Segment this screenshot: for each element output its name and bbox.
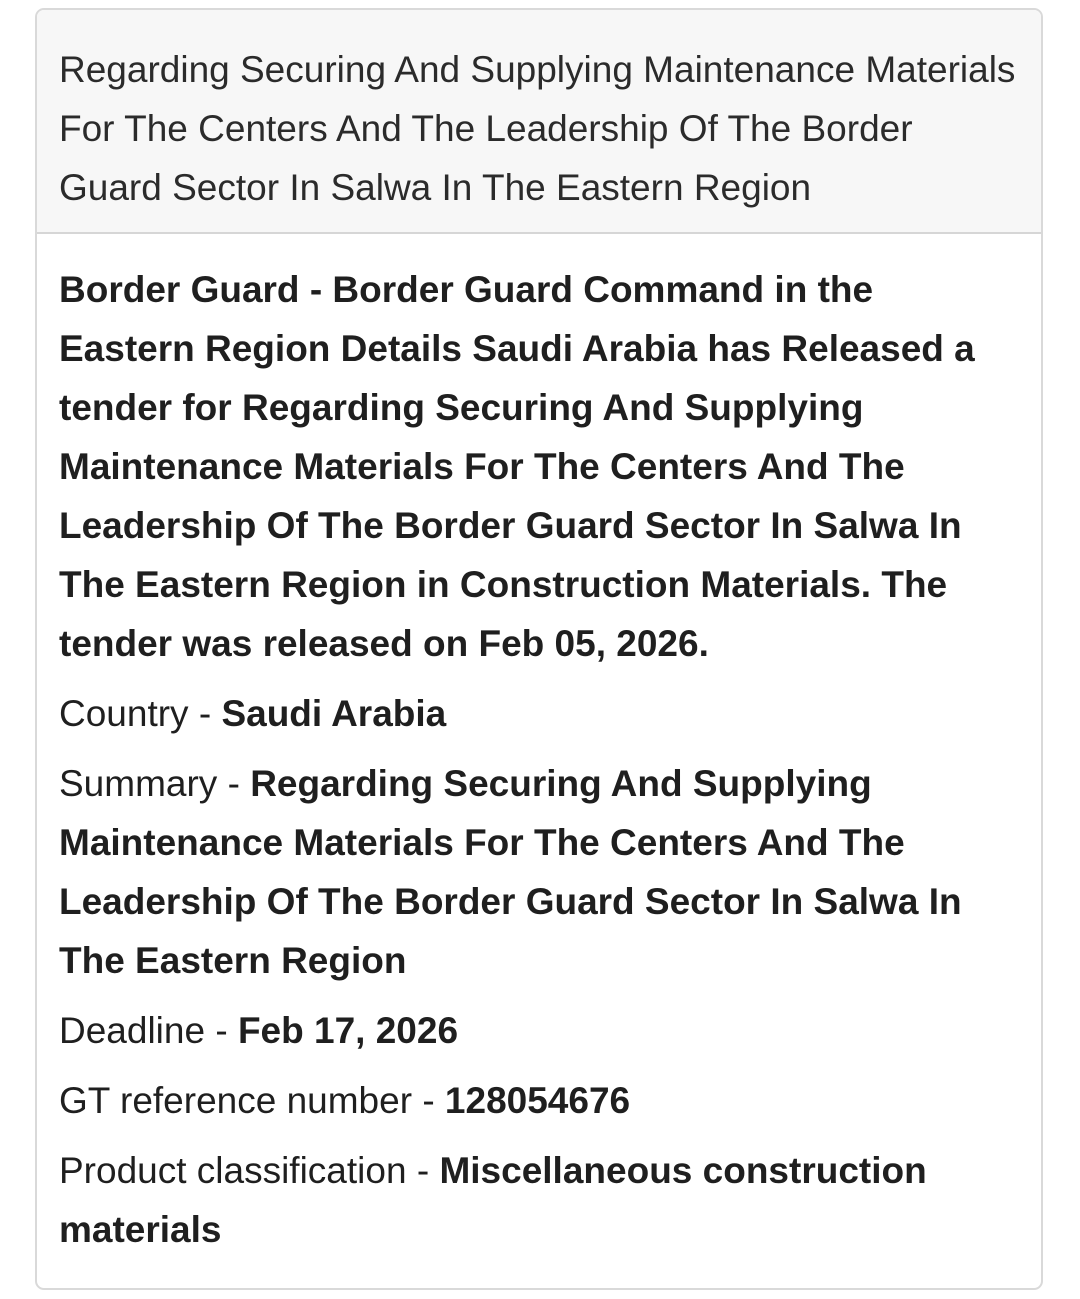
description-tail: in Construction Materials. The tender was released on Feb 05, 2026. [59, 564, 948, 664]
description-tender-title: Regarding Securing And Supplying Maintenance Materials For The Centers And The Leadership Of The Border Guard Sector In Salwa In The Eastern Region [59, 387, 962, 605]
tender-card-body [37, 234, 1041, 1259]
tender-card-header [37, 10, 1041, 234]
tender-title: Regarding Securing And Supplying Maintenance Materials For The Centers And The Leadership Of The Border Guard Sector In Salwa In The Eastern Region [59, 49, 1016, 208]
deadline-value: Feb 17, 2026 [237, 1010, 459, 1051]
gt-reference-label: GT reference number - [59, 1080, 445, 1121]
gt-reference-field [59, 1071, 1019, 1130]
country-field [59, 684, 1019, 743]
deadline-field [59, 1001, 1019, 1060]
tender-description [59, 260, 1019, 673]
summary-field [59, 754, 1019, 990]
tender-card [35, 8, 1043, 1290]
country-label: Country - [59, 693, 222, 734]
product-classification-field [59, 1141, 1019, 1259]
product-classification-value: Miscellaneous construction materials [59, 1150, 927, 1250]
product-classification-label: Product classification - [59, 1150, 440, 1191]
summary-value: Regarding Securing And Supplying Maintenance Materials For The Centers And The Leadership Of The Border Guard Sector In Salwa In The Eastern Region [59, 763, 962, 981]
gt-reference-value: 128054676 [444, 1080, 631, 1121]
description-lead: Border Guard - Border Guard Command in the Eastern Region Details Saudi Arabia has Released a tender for [59, 269, 975, 428]
summary-label: Summary - [59, 763, 251, 804]
deadline-label: Deadline - [59, 1010, 238, 1051]
country-value: Saudi Arabia [221, 693, 447, 734]
